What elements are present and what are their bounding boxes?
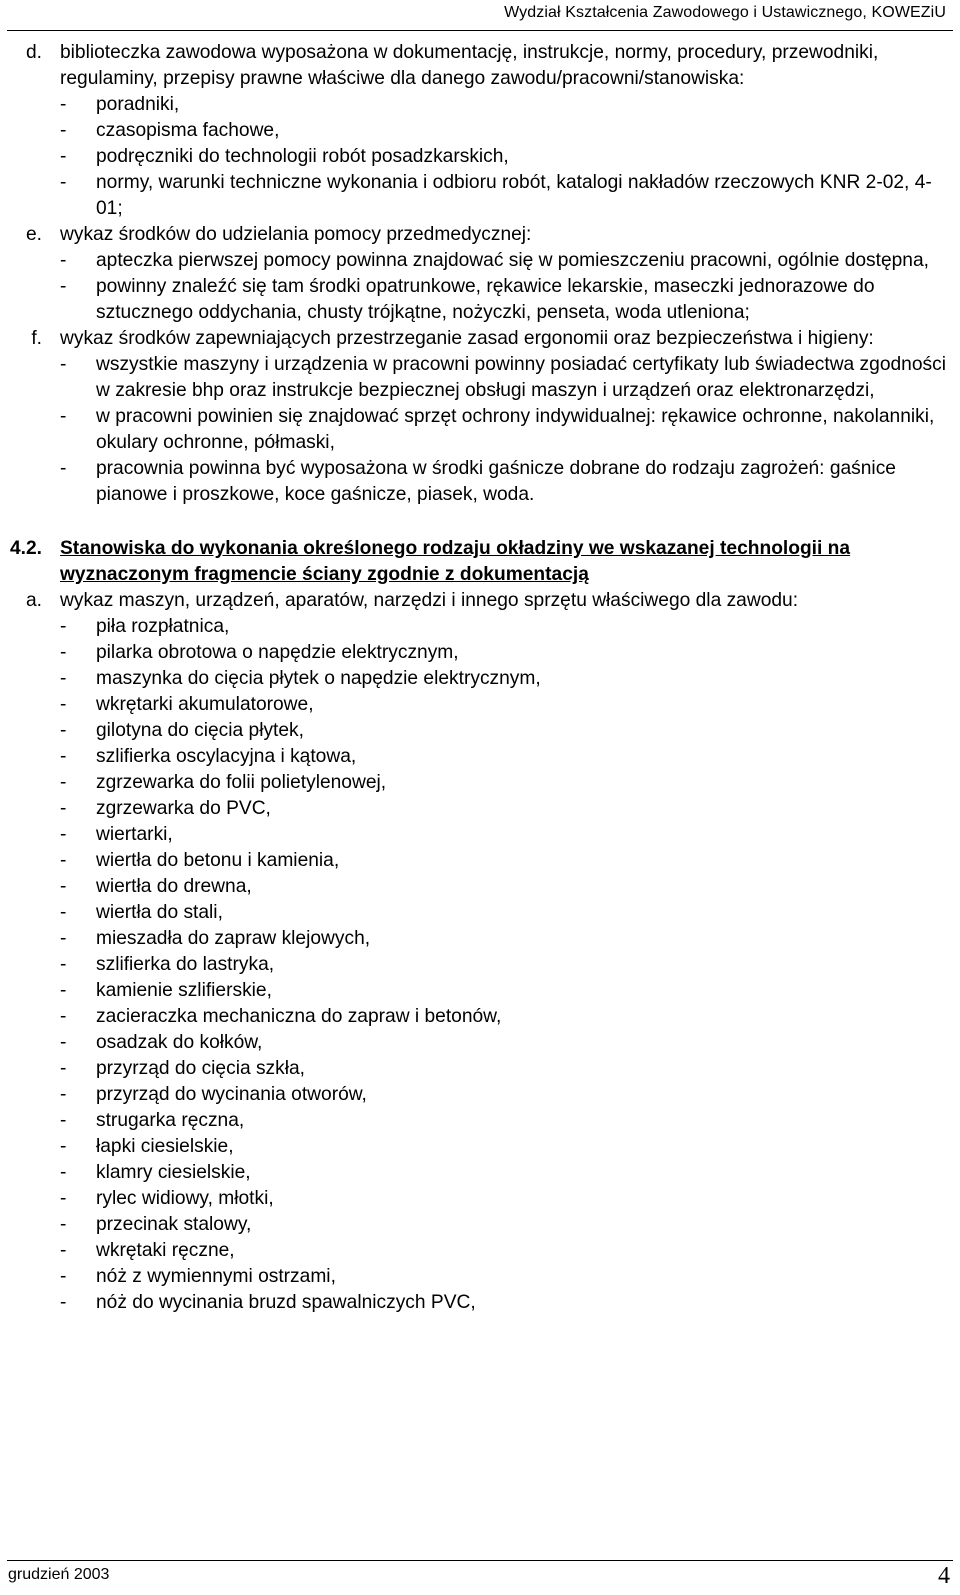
sub-item bbox=[60, 144, 952, 170]
dash-bullet: - bbox=[60, 616, 67, 637]
list-item bbox=[0, 40, 960, 222]
dash-bullet: - bbox=[60, 1188, 67, 1209]
sub-item bbox=[60, 744, 952, 770]
header-rule bbox=[7, 30, 953, 31]
sub-item-text: wiertła do betonu i kamienia, bbox=[96, 850, 340, 871]
sub-item-text: podręczniki do technologii robót posadzkarskich, bbox=[96, 146, 509, 167]
dash-bullet: - bbox=[60, 928, 67, 949]
dash-bullet: - bbox=[60, 980, 67, 1001]
sub-item-text: przyrząd do wycinania otworów, bbox=[96, 1084, 367, 1105]
dash-bullet: - bbox=[60, 798, 67, 819]
sub-item-text: gilotyna do cięcia płytek, bbox=[96, 720, 304, 741]
dash-bullet: - bbox=[60, 642, 67, 663]
dash-bullet: - bbox=[60, 458, 67, 479]
dash-bullet: - bbox=[60, 406, 67, 427]
sub-item bbox=[60, 640, 952, 666]
sub-item bbox=[60, 796, 952, 822]
item-text: wykaz środków zapewniających przestrzeganie zasad ergonomii oraz bezpieczeństwa i higieny: bbox=[60, 328, 874, 349]
sub-item-text: powinny znaleźć się tam środki opatrunkowe, rękawice lekarskie, maseczki jednorazowe do sztucznego oddychania, chusty trójkątne, nożyczki, penseta, woda utleniona; bbox=[96, 276, 875, 323]
sub-item-text: nóż z wymiennymi ostrzami, bbox=[96, 1266, 336, 1287]
list-item bbox=[0, 222, 960, 326]
sub-item-text: zgrzewarka do PVC, bbox=[96, 798, 271, 819]
dash-bullet: - bbox=[60, 1162, 67, 1183]
sub-item bbox=[60, 248, 952, 274]
sub-item bbox=[60, 1108, 952, 1134]
sub-item-text: szlifierka do lastryka, bbox=[96, 954, 275, 975]
page-footer bbox=[0, 1560, 960, 1595]
sub-item bbox=[60, 1238, 952, 1264]
sub-item bbox=[60, 666, 952, 692]
sub-item bbox=[60, 874, 952, 900]
sub-item-text: czasopisma fachowe, bbox=[96, 120, 280, 141]
sub-item-text: kamienie szlifierskie, bbox=[96, 980, 272, 1001]
dash-bullet: - bbox=[60, 1032, 67, 1053]
dash-bullet: - bbox=[60, 1240, 67, 1261]
item-text: biblioteczka zawodowa wyposażona w dokumentację, instrukcje, normy, procedury, przewodniki, regulaminy, przepisy prawne właściwe dla danego zawodu/pracowni/stanowiska: bbox=[60, 42, 879, 89]
sub-item bbox=[60, 952, 952, 978]
sub-item-text: wkrętarki akumulatorowe, bbox=[96, 694, 314, 715]
sub-item bbox=[60, 352, 952, 404]
footer-rule bbox=[7, 1560, 953, 1561]
dash-bullet: - bbox=[60, 1058, 67, 1079]
dash-bullet: - bbox=[60, 668, 67, 689]
section-items-list bbox=[0, 588, 960, 1316]
dash-bullet: - bbox=[60, 954, 67, 975]
list-item bbox=[0, 588, 960, 1316]
sub-item-text: zgrzewarka do folii polietylenowej, bbox=[96, 772, 387, 793]
sub-item-text: wkrętaki ręczne, bbox=[96, 1240, 235, 1261]
dash-bullet: - bbox=[60, 746, 67, 767]
sub-item-text: nóż do wycinania bruzd spawalniczych PVC, bbox=[96, 1292, 476, 1313]
sub-item-text: rylec widiowy, młotki, bbox=[96, 1188, 274, 1209]
sub-item-text: piła rozpłatnica, bbox=[96, 616, 230, 637]
sub-item-text: w pracowni powinien się znajdować sprzęt ochrony indywidualnej: rękawice ochronne, nakolanniki, okulary ochronne, półmaski, bbox=[96, 406, 935, 453]
item-text: wykaz maszyn, urządzeń, aparatów, narzędzi i innego sprzętu właściwego dla zawodu: bbox=[60, 590, 799, 611]
sub-item-text: przyrząd do cięcia szkła, bbox=[96, 1058, 306, 1079]
item-marker: f. bbox=[31, 328, 42, 349]
sub-item-text: osadzak do kołków, bbox=[96, 1032, 263, 1053]
dash-bullet: - bbox=[60, 1266, 67, 1287]
sub-item-text: mieszadła do zapraw klejowych, bbox=[96, 928, 371, 949]
sub-item-text: pilarka obrotowa o napędzie elektrycznym, bbox=[96, 642, 459, 663]
page-number: 4 bbox=[938, 1563, 950, 1589]
section-4-2 bbox=[0, 536, 960, 588]
dash-bullet: - bbox=[60, 824, 67, 845]
sub-item bbox=[60, 614, 952, 640]
sub-item bbox=[60, 1160, 952, 1186]
sub-item bbox=[60, 274, 952, 326]
sub-item bbox=[60, 926, 952, 952]
items-list bbox=[0, 40, 960, 508]
sub-item bbox=[60, 1030, 952, 1056]
sub-item-text: pracownia powinna być wyposażona w środki gaśnicze dobrane do rodzaju zagrożeń: gaśnice pianowe i proszkowe, koce gaśnicze, piasek, woda. bbox=[96, 458, 896, 505]
sub-item bbox=[60, 1264, 952, 1290]
dash-bullet: - bbox=[60, 354, 67, 375]
footer-date: grudzień 2003 bbox=[8, 1566, 110, 1583]
dash-bullet: - bbox=[60, 694, 67, 715]
sub-item-text: normy, warunki techniczne wykonania i odbioru robót, katalogi nakładów rzeczowych KNR 2-02, 4-01; bbox=[96, 172, 932, 219]
sub-item bbox=[60, 978, 952, 1004]
dash-bullet: - bbox=[60, 250, 67, 271]
dash-bullet: - bbox=[60, 94, 67, 115]
sub-item bbox=[60, 118, 952, 144]
sub-item-text: maszynka do cięcia płytek o napędzie elektrycznym, bbox=[96, 668, 541, 689]
dash-bullet: - bbox=[60, 1214, 67, 1235]
sub-item-text: wiertła do drewna, bbox=[96, 876, 252, 897]
dash-bullet: - bbox=[60, 902, 67, 923]
section-number: 4.2. bbox=[9, 538, 42, 559]
sub-item bbox=[60, 170, 952, 222]
dash-bullet: - bbox=[60, 120, 67, 141]
list-item bbox=[0, 326, 960, 508]
item-marker: d. bbox=[25, 42, 42, 63]
sub-item-text: łapki ciesielskie, bbox=[96, 1136, 234, 1157]
dash-bullet: - bbox=[60, 850, 67, 871]
section-title: Stanowiska do wykonania określonego rodzaju okładziny we wskazanej technologii na wyznaczonym fragmencie ściany zgodnie z dokumentacją bbox=[60, 538, 851, 585]
dash-bullet: - bbox=[60, 876, 67, 897]
sub-item-text: poradniki, bbox=[96, 94, 180, 115]
dash-bullet: - bbox=[60, 1110, 67, 1131]
sub-item-text: wiertarki, bbox=[96, 824, 173, 845]
sub-item-text: wszystkie maszyny i urządzenia w pracowni powinny posiadać certyfikaty lub świadectwa zgodności w zakresie bhp oraz instrukcje bezpiecznej obsługi maszyn i urządzeń oraz elektronarzędzi, bbox=[96, 354, 946, 401]
item-text: wykaz środków do udzielania pomocy przedmedycznej: bbox=[60, 224, 532, 245]
sub-item bbox=[60, 92, 952, 118]
sub-item-text: szlifierka oscylacyjna i kątowa, bbox=[96, 746, 357, 767]
sub-item bbox=[60, 1290, 952, 1316]
dash-bullet: - bbox=[60, 276, 67, 297]
sub-item-text: przecinak stalowy, bbox=[96, 1214, 252, 1235]
document-body bbox=[0, 40, 960, 1316]
sub-item bbox=[60, 404, 952, 456]
header-title: Wydział Kształcenia Zawodowego i Ustawicznego, KOWEZiU bbox=[504, 4, 946, 21]
sub-item bbox=[60, 1134, 952, 1160]
page-header bbox=[0, 0, 960, 38]
sub-item-text: klamry ciesielskie, bbox=[96, 1162, 251, 1183]
dash-bullet: - bbox=[60, 1136, 67, 1157]
dash-bullet: - bbox=[60, 172, 67, 193]
sub-item-text: wiertła do stali, bbox=[96, 902, 223, 923]
sub-item bbox=[60, 1186, 952, 1212]
sub-item bbox=[60, 1004, 952, 1030]
sub-item bbox=[60, 1082, 952, 1108]
dash-bullet: - bbox=[60, 1006, 67, 1027]
sub-item bbox=[60, 770, 952, 796]
sub-item bbox=[60, 692, 952, 718]
dash-bullet: - bbox=[60, 1084, 67, 1105]
sub-item bbox=[60, 718, 952, 744]
dash-bullet: - bbox=[60, 720, 67, 741]
sub-item-text: apteczka pierwszej pomocy powinna znajdować się w pomieszczeniu pracowni, ogólnie dostępna, bbox=[96, 250, 929, 271]
item-marker: a. bbox=[25, 590, 42, 611]
sub-item bbox=[60, 1212, 952, 1238]
sub-item bbox=[60, 1056, 952, 1082]
sub-item-text: strugarka ręczna, bbox=[96, 1110, 245, 1131]
dash-bullet: - bbox=[60, 146, 67, 167]
sub-item bbox=[60, 900, 952, 926]
sub-item bbox=[60, 848, 952, 874]
item-marker: e. bbox=[25, 224, 42, 245]
dash-bullet: - bbox=[60, 1292, 67, 1313]
sub-item-text: zacieraczka mechaniczna do zapraw i betonów, bbox=[96, 1006, 502, 1027]
sub-item bbox=[60, 822, 952, 848]
dash-bullet: - bbox=[60, 772, 67, 793]
sub-item bbox=[60, 456, 952, 508]
